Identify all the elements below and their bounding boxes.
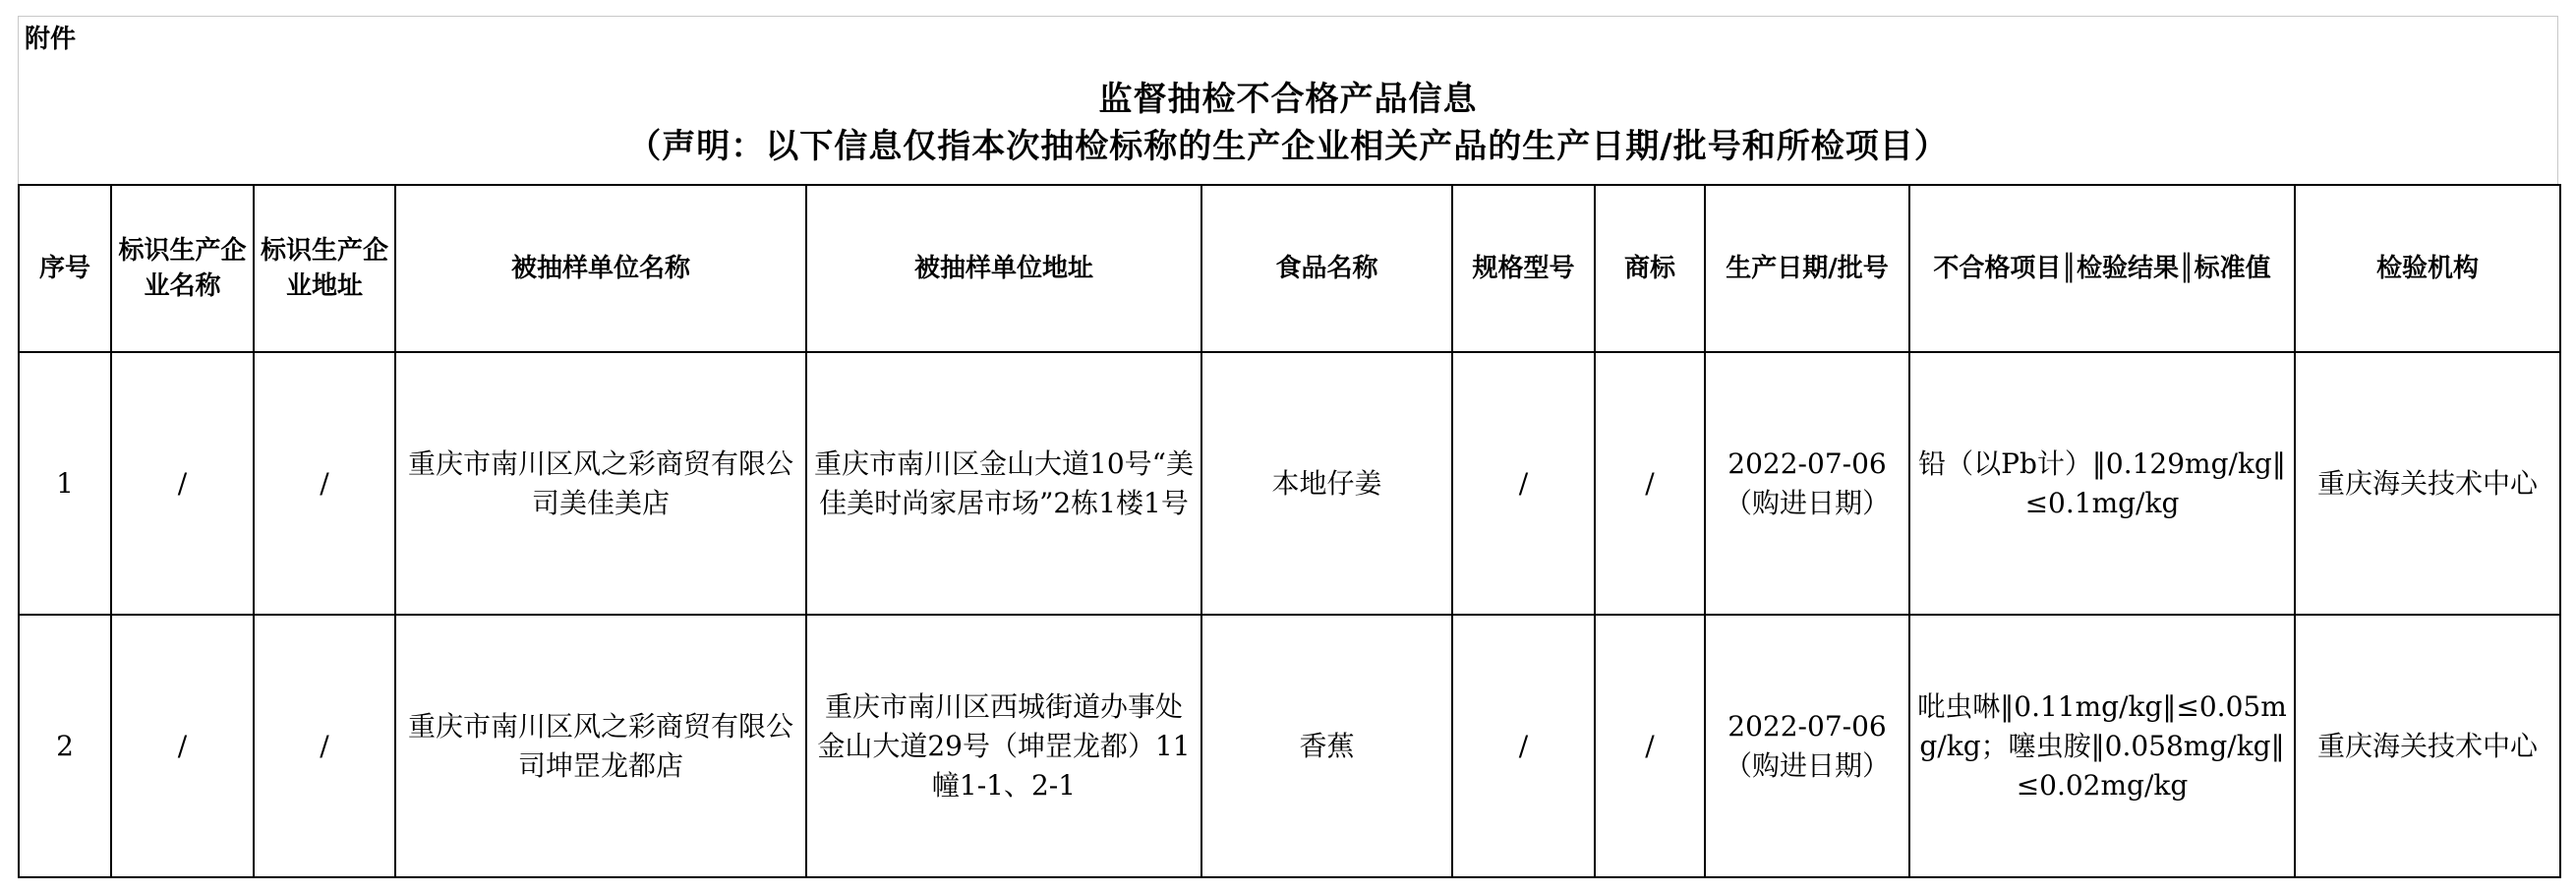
cell-failed-item: 铅（以Pb计）‖0.129mg/kg‖≤0.1mg/kg	[1909, 352, 2295, 615]
cell-no: 1	[19, 352, 111, 615]
results-table	[18, 184, 2561, 878]
cell-sampled-unit: 重庆市南川区风之彩商贸有限公司美佳美店	[395, 352, 806, 615]
table-header-row	[19, 185, 2560, 352]
cell-brand: /	[1595, 352, 1705, 615]
cell-mfr-address: /	[254, 352, 395, 615]
cell-mfr-name: /	[111, 352, 254, 615]
cell-sampled-unit: 重庆市南川区风之彩商贸有限公司坤罡龙都店	[395, 615, 806, 877]
cell-sampled-address: 重庆市南川区西城街道办事处金山大道29号（坤罡龙都）11幢1-1、2-1	[806, 615, 1201, 877]
header-lab: 检验机构	[2295, 185, 2560, 352]
cell-lab: 重庆海关技术中心	[2295, 615, 2560, 877]
header-date: 生产日期/批号	[1705, 185, 1909, 352]
cell-lab: 重庆海关技术中心	[2295, 352, 2560, 615]
cell-sampled-address: 重庆市南川区金山大道10号“美佳美时尚家居市场”2栋1楼1号	[806, 352, 1201, 615]
header-brand: 商标	[1595, 185, 1705, 352]
header-no: 序号	[19, 185, 111, 352]
header-food-name: 食品名称	[1201, 185, 1452, 352]
title-block	[18, 50, 2558, 185]
cell-food-name: 本地仔姜	[1201, 352, 1452, 615]
cell-no: 2	[19, 615, 111, 877]
header-mfr-name: 标识生产企业名称	[111, 185, 254, 352]
cell-mfr-name: /	[111, 615, 254, 877]
document-subtitle: （声明：以下信息仅指本次抽检标称的生产企业相关产品的生产日期/批号和所检项目）	[627, 127, 1949, 166]
cell-date: 2022-07-06（购进日期）	[1705, 352, 1909, 615]
header-sampled-unit: 被抽样单位名称	[395, 185, 806, 352]
attachment-row	[18, 16, 2558, 54]
cell-spec: /	[1452, 352, 1595, 615]
header-sampled-address: 被抽样单位地址	[806, 185, 1201, 352]
cell-spec: /	[1452, 615, 1595, 877]
cell-failed-item: 吡虫啉‖0.11mg/kg‖≤0.05mg/kg；噻虫胺‖0.058mg/kg‖≤0.02mg/kg	[1909, 615, 2295, 877]
table-row	[19, 352, 2560, 615]
cell-date: 2022-07-06（购进日期）	[1705, 615, 1909, 877]
attachment-label: 附件	[25, 25, 77, 54]
cell-mfr-address: /	[254, 615, 395, 877]
header-spec: 规格型号	[1452, 185, 1595, 352]
table-row	[19, 615, 2560, 877]
cell-brand: /	[1595, 615, 1705, 877]
document-title: 监督抽检不合格产品信息	[1098, 80, 1478, 119]
header-mfr-address: 标识生产企业地址	[254, 185, 395, 352]
header-failed-item: 不合格项目║检验结果║标准值	[1909, 185, 2295, 352]
cell-food-name: 香蕉	[1201, 615, 1452, 877]
